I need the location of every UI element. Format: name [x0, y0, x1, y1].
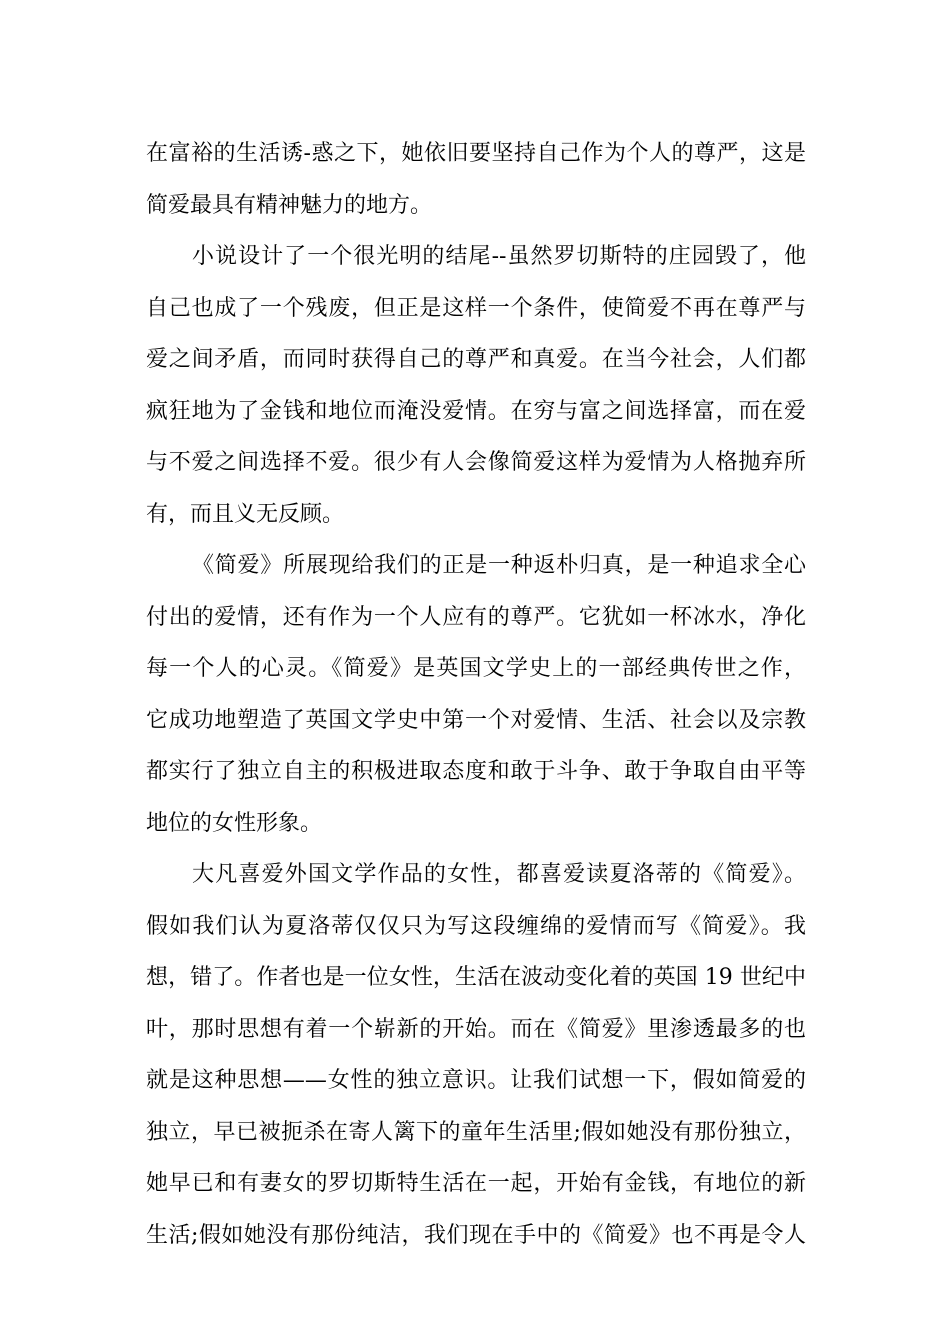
paragraph-independence	[146, 849, 806, 1261]
text-line: 《简爱》所展现给我们的正是一种返朴归真，是一种追求全心	[192, 553, 806, 578]
paragraph-continuation	[146, 128, 806, 231]
text-line: 有，而且义无反顾。	[146, 501, 345, 527]
text-line: 大凡喜爱外国文学作品的女性，都喜爱读夏洛蒂的《简爱》。	[192, 862, 806, 887]
text-line: 自己也成了一个残废，但正是这样一个条件，使简爱不再在尊严与	[146, 295, 806, 321]
text-line: 想，错了。作者也是一位女性，生活在波动变化着的英国 19 世纪中	[146, 965, 806, 990]
document-body	[146, 128, 806, 1261]
text-line: 假如我们认为夏洛蒂仅仅只为写这段缠绵的爱情而写《简爱》。我	[146, 913, 806, 939]
text-line: 叶，那时思想有着一个崭新的开始。而在《简爱》里渗透最多的也	[146, 1016, 806, 1042]
text-line: 生活;假如她没有那份纯洁，我们现在手中的《简爱》也不再是令人	[146, 1222, 806, 1248]
text-line: 在富裕的生活诱-惑之下，她依旧要坚持自己作为个人的尊严，这是	[146, 141, 806, 166]
text-line: 与不爱之间选择不爱。很少有人会像简爱这样为爱情为人格抛弃所	[146, 450, 806, 475]
text-line: 她早已和有妻女的罗切斯特生活在一起，开始有金钱，有地位的新	[146, 1171, 806, 1196]
text-line: 就是这种思想——女性的独立意识。让我们试想一下，假如简爱的	[146, 1068, 806, 1093]
paragraph-theme	[146, 540, 806, 849]
paragraph-ending	[146, 231, 806, 540]
text-line: 付出的爱情，还有作为一个人应有的尊严。它犹如一杯冰水，净化	[146, 604, 806, 630]
text-line: 简爱最具有精神魅力的地方。	[146, 192, 433, 218]
text-line: 它成功地塑造了英国文学史中第一个对爱情、生活、社会以及宗教	[146, 707, 806, 733]
text-line: 疯狂地为了金钱和地位而淹没爱情。在穷与富之间选择富，而在爱	[146, 398, 806, 424]
text-line: 爱之间矛盾，而同时获得自己的尊严和真爱。在当今社会，人们都	[146, 347, 806, 372]
text-line: 地位的女性形象。	[146, 810, 323, 836]
text-line: 小说设计了一个很光明的结尾--虽然罗切斯特的庄园毁了，他	[192, 244, 806, 269]
text-line: 都实行了独立自主的积极进取态度和敢于斗争、敢于争取自由平等	[146, 759, 806, 784]
text-line: 独立，早已被扼杀在寄人篱下的童年生活里;假如她没有那份独立，	[146, 1119, 806, 1145]
text-line: 每一个人的心灵。《简爱》是英国文学史上的一部经典传世之作，	[146, 656, 806, 681]
